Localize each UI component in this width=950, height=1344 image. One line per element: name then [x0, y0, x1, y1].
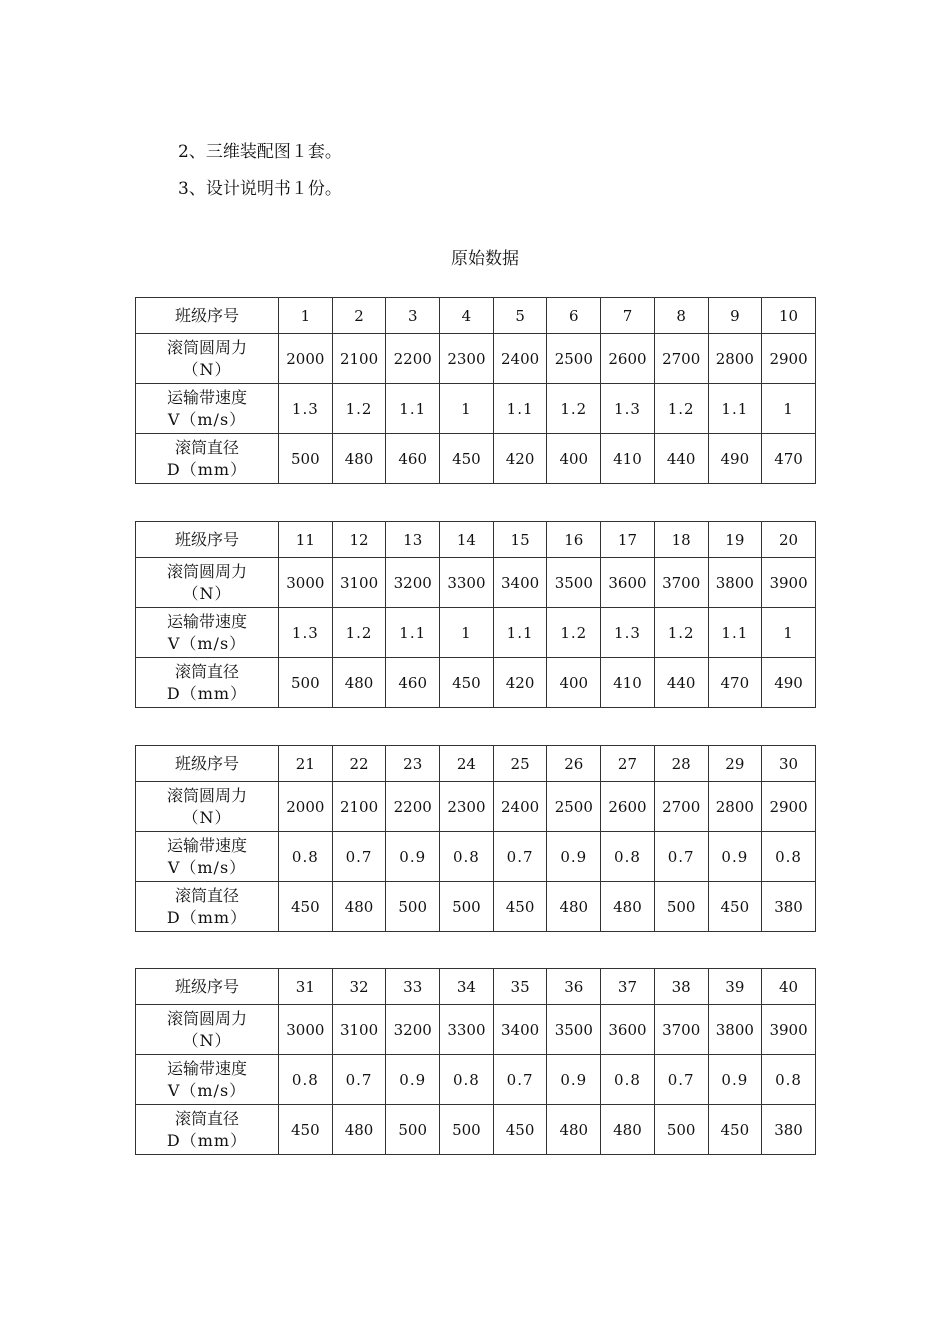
row-drum-diameter-label	[136, 1105, 279, 1155]
table-cell: 450	[440, 658, 494, 708]
table-cell: 1.1	[708, 384, 762, 434]
row-drum-diameter	[136, 658, 816, 708]
table-cell: 500	[386, 1105, 440, 1155]
table-cell: 2400	[493, 334, 547, 384]
table-cell: 38	[654, 969, 708, 1005]
row-class-seq	[136, 522, 816, 558]
table-cell: 3400	[493, 1005, 547, 1055]
table-cell: 480	[601, 1105, 655, 1155]
table-cell: 420	[493, 658, 547, 708]
table-cell: 14	[440, 522, 494, 558]
row-drum-force-label-line: 滚筒圆周力	[166, 785, 247, 805]
table-cell: 450	[440, 434, 494, 484]
table-cell: 0.7	[654, 832, 708, 882]
table-cell: 1.1	[708, 608, 762, 658]
row-belt-speed-label-line: V（m/s）	[167, 857, 247, 877]
table-cell: 500	[654, 882, 708, 932]
table-cell: 490	[762, 658, 816, 708]
table-cell: 10	[762, 298, 816, 334]
table-cell: 1	[762, 608, 816, 658]
table-cell: 3300	[440, 1005, 494, 1055]
table-cell: 0.7	[332, 832, 386, 882]
table-cell: 4	[440, 298, 494, 334]
params-table-2	[135, 521, 816, 708]
row-belt-speed	[136, 608, 816, 658]
row-drum-force-label	[136, 334, 279, 384]
row-belt-speed-label-line: V（m/s）	[167, 633, 247, 653]
row-drum-diameter-label-line: 滚筒直径	[174, 885, 239, 905]
row-belt-speed	[136, 384, 816, 434]
row-drum-diameter	[136, 434, 816, 484]
row-drum-force-label	[136, 558, 279, 608]
table-cell: 0.8	[279, 832, 333, 882]
row-drum-diameter-label-line: D（mm）	[166, 683, 248, 703]
row-belt-speed-label	[136, 608, 279, 658]
table-cell: 1.1	[386, 384, 440, 434]
table-cell: 21	[279, 746, 333, 782]
table-cell: 2600	[601, 782, 655, 832]
row-class-seq-label	[136, 746, 279, 782]
table-cell: 20	[762, 522, 816, 558]
table-cell: 37	[601, 969, 655, 1005]
table-cell: 1.3	[601, 384, 655, 434]
table-cell: 480	[601, 882, 655, 932]
table-cell: 3700	[654, 1005, 708, 1055]
table-cell: 480	[332, 434, 386, 484]
table-cell: 440	[654, 658, 708, 708]
table-cell: 40	[762, 969, 816, 1005]
row-belt-speed-label-line: 运输带速度	[166, 387, 247, 407]
table-cell: 15	[493, 522, 547, 558]
table-cell: 500	[279, 658, 333, 708]
row-drum-diameter-label	[136, 434, 279, 484]
params-table-1	[135, 297, 816, 484]
table-cell: 500	[654, 1105, 708, 1155]
table-cell: 3600	[601, 558, 655, 608]
row-drum-force-label	[136, 1005, 279, 1055]
table-cell: 2700	[654, 782, 708, 832]
row-drum-force-label-line: （N）	[182, 807, 232, 827]
row-class-seq	[136, 746, 816, 782]
table-cell: 480	[332, 1105, 386, 1155]
table-cell: 3900	[762, 1005, 816, 1055]
table-cell: 450	[708, 882, 762, 932]
row-drum-force	[136, 334, 816, 384]
table-cell: 1.3	[279, 384, 333, 434]
row-drum-diameter-label	[136, 658, 279, 708]
row-belt-speed-label-line: V（m/s）	[167, 409, 247, 429]
table-cell: 1.2	[654, 608, 708, 658]
table-cell: 29	[708, 746, 762, 782]
row-belt-speed	[136, 832, 816, 882]
table-cell: 480	[332, 658, 386, 708]
table-cell: 3300	[440, 558, 494, 608]
table-cell: 450	[493, 1105, 547, 1155]
row-drum-force-label-line: 滚筒圆周力	[166, 337, 247, 357]
row-drum-diameter-label-line: 滚筒直径	[174, 661, 239, 681]
params-table-4	[135, 968, 816, 1155]
table-cell: 28	[654, 746, 708, 782]
table-cell: 26	[547, 746, 601, 782]
table-cell: 2200	[386, 334, 440, 384]
row-drum-force-label	[136, 782, 279, 832]
row-belt-speed	[136, 1055, 816, 1105]
table-cell: 3800	[708, 1005, 762, 1055]
table-cell: 39	[708, 969, 762, 1005]
table-cell: 16	[547, 522, 601, 558]
table-cell: 1.3	[279, 608, 333, 658]
table-cell: 25	[493, 746, 547, 782]
table-cell: 2000	[279, 782, 333, 832]
table-cell: 420	[493, 434, 547, 484]
params-table-3	[135, 745, 816, 932]
table-cell: 33	[386, 969, 440, 1005]
table-cell: 2800	[708, 334, 762, 384]
row-drum-force	[136, 782, 816, 832]
table-cell: 3000	[279, 1005, 333, 1055]
table-cell: 480	[547, 882, 601, 932]
table-cell: 2400	[493, 782, 547, 832]
table-cell: 2100	[332, 334, 386, 384]
intro-line-assembly-drawing: 2、三维装配图１套。	[178, 142, 342, 162]
table-cell: 2800	[708, 782, 762, 832]
table-cell: 3100	[332, 1005, 386, 1055]
table-cell: 19	[708, 522, 762, 558]
row-class-seq-label-line: 班级序号	[174, 305, 239, 325]
table-cell: 480	[547, 1105, 601, 1155]
table-cell: 0.9	[708, 1055, 762, 1105]
table-cell: 0.7	[493, 832, 547, 882]
row-drum-diameter-label	[136, 882, 279, 932]
table-cell: 0.8	[762, 832, 816, 882]
row-drum-diameter-label-line: D（mm）	[166, 907, 248, 927]
table-cell: 0.9	[547, 1055, 601, 1105]
table-cell: 440	[654, 434, 708, 484]
row-belt-speed-label	[136, 1055, 279, 1105]
table-cell: 22	[332, 746, 386, 782]
row-class-seq	[136, 298, 816, 334]
table-cell: 450	[708, 1105, 762, 1155]
table-cell: 470	[762, 434, 816, 484]
table-cell: 0.9	[386, 1055, 440, 1105]
table-cell: 500	[440, 882, 494, 932]
table-cell: 400	[547, 434, 601, 484]
table-cell: 2	[332, 298, 386, 334]
row-drum-diameter-label-line: D（mm）	[166, 459, 248, 479]
table-cell: 30	[762, 746, 816, 782]
table-cell: 11	[279, 522, 333, 558]
table-cell: 450	[279, 1105, 333, 1155]
table-cell: 2900	[762, 334, 816, 384]
table-cell: 0.7	[332, 1055, 386, 1105]
row-drum-diameter-label-line: 滚筒直径	[174, 437, 239, 457]
table-cell: 13	[386, 522, 440, 558]
table-cell: 35	[493, 969, 547, 1005]
table-cell: 3400	[493, 558, 547, 608]
table-cell: 0.8	[440, 832, 494, 882]
table-cell: 410	[601, 434, 655, 484]
table-cell: 1	[279, 298, 333, 334]
table-cell: 500	[386, 882, 440, 932]
table-cell: 1.1	[493, 608, 547, 658]
table-cell: 3500	[547, 1005, 601, 1055]
table-cell: 27	[601, 746, 655, 782]
table-cell: 500	[440, 1105, 494, 1155]
row-drum-force-label-line: 滚筒圆周力	[166, 561, 247, 581]
row-drum-diameter	[136, 1105, 816, 1155]
table-cell: 490	[708, 434, 762, 484]
table-cell: 450	[279, 882, 333, 932]
row-belt-speed-label	[136, 384, 279, 434]
table-cell: 1.1	[386, 608, 440, 658]
table-cell: 460	[386, 434, 440, 484]
row-drum-force	[136, 1005, 816, 1055]
table-cell: 3800	[708, 558, 762, 608]
table-cell: 0.9	[547, 832, 601, 882]
table-cell: 0.8	[279, 1055, 333, 1105]
table-cell: 0.9	[386, 832, 440, 882]
table-cell: 2300	[440, 782, 494, 832]
table-cell: 3500	[547, 558, 601, 608]
table-cell: 2200	[386, 782, 440, 832]
table-cell: 3200	[386, 1005, 440, 1055]
row-class-seq-label-line: 班级序号	[174, 976, 239, 996]
table-cell: 9	[708, 298, 762, 334]
table-cell: 1	[440, 608, 494, 658]
table-cell: 36	[547, 969, 601, 1005]
table-cell: 2300	[440, 334, 494, 384]
table-cell: 0.8	[601, 1055, 655, 1105]
row-drum-force-label-line: （N）	[182, 359, 232, 379]
table-cell: 2100	[332, 782, 386, 832]
row-class-seq-label-line: 班级序号	[174, 753, 239, 773]
table-cell: 32	[332, 969, 386, 1005]
table-cell: 2900	[762, 782, 816, 832]
table-cell: 0.8	[762, 1055, 816, 1105]
table-cell: 410	[601, 658, 655, 708]
table-cell: 1.2	[547, 608, 601, 658]
table-cell: 3600	[601, 1005, 655, 1055]
row-belt-speed-label-line: 运输带速度	[166, 835, 247, 855]
section-heading: 原始数据	[451, 249, 519, 269]
table-cell: 1.2	[332, 608, 386, 658]
table-cell: 2000	[279, 334, 333, 384]
row-drum-force	[136, 558, 816, 608]
row-belt-speed-label-line: 运输带速度	[166, 611, 247, 631]
table-cell: 2600	[601, 334, 655, 384]
row-drum-diameter-label-line: D（mm）	[166, 1130, 248, 1150]
table-cell: 2700	[654, 334, 708, 384]
table-cell: 1.1	[493, 384, 547, 434]
row-class-seq-label-line: 班级序号	[174, 529, 239, 549]
table-cell: 480	[332, 882, 386, 932]
table-cell: 31	[279, 969, 333, 1005]
table-cell: 34	[440, 969, 494, 1005]
row-class-seq-label	[136, 969, 279, 1005]
table-cell: 460	[386, 658, 440, 708]
row-drum-force-label-line: （N）	[182, 583, 232, 603]
table-cell: 450	[493, 882, 547, 932]
table-cell: 500	[279, 434, 333, 484]
table-cell: 3100	[332, 558, 386, 608]
table-cell: 1.2	[547, 384, 601, 434]
table-cell: 24	[440, 746, 494, 782]
table-cell: 470	[708, 658, 762, 708]
table-cell: 1	[762, 384, 816, 434]
table-cell: 380	[762, 1105, 816, 1155]
table-cell: 3200	[386, 558, 440, 608]
table-cell: 1.3	[601, 608, 655, 658]
table-cell: 5	[493, 298, 547, 334]
table-cell: 17	[601, 522, 655, 558]
table-cell: 0.8	[601, 832, 655, 882]
row-class-seq-label	[136, 522, 279, 558]
table-cell: 18	[654, 522, 708, 558]
row-belt-speed-label-line: 运输带速度	[166, 1058, 247, 1078]
table-cell: 0.7	[654, 1055, 708, 1105]
table-cell: 3900	[762, 558, 816, 608]
table-cell: 1.2	[654, 384, 708, 434]
row-class-seq	[136, 969, 816, 1005]
row-belt-speed-label-line: V（m/s）	[167, 1080, 247, 1100]
table-cell: 2500	[547, 334, 601, 384]
table-cell: 7	[601, 298, 655, 334]
row-belt-speed-label	[136, 832, 279, 882]
table-cell: 6	[547, 298, 601, 334]
row-drum-diameter-label-line: 滚筒直径	[174, 1108, 239, 1128]
table-cell: 8	[654, 298, 708, 334]
table-cell: 1.2	[332, 384, 386, 434]
row-drum-force-label-line: 滚筒圆周力	[166, 1008, 247, 1028]
row-class-seq-label	[136, 298, 279, 334]
table-cell: 0.8	[440, 1055, 494, 1105]
table-cell: 400	[547, 658, 601, 708]
intro-line-design-manual: 3、设计说明书１份。	[178, 179, 342, 199]
row-drum-diameter	[136, 882, 816, 932]
table-cell: 380	[762, 882, 816, 932]
table-cell: 2500	[547, 782, 601, 832]
table-cell: 0.7	[493, 1055, 547, 1105]
table-cell: 0.9	[708, 832, 762, 882]
table-cell: 1	[440, 384, 494, 434]
table-cell: 3	[386, 298, 440, 334]
table-cell: 12	[332, 522, 386, 558]
table-cell: 3000	[279, 558, 333, 608]
row-drum-force-label-line: （N）	[182, 1030, 232, 1050]
table-cell: 3700	[654, 558, 708, 608]
table-cell: 23	[386, 746, 440, 782]
